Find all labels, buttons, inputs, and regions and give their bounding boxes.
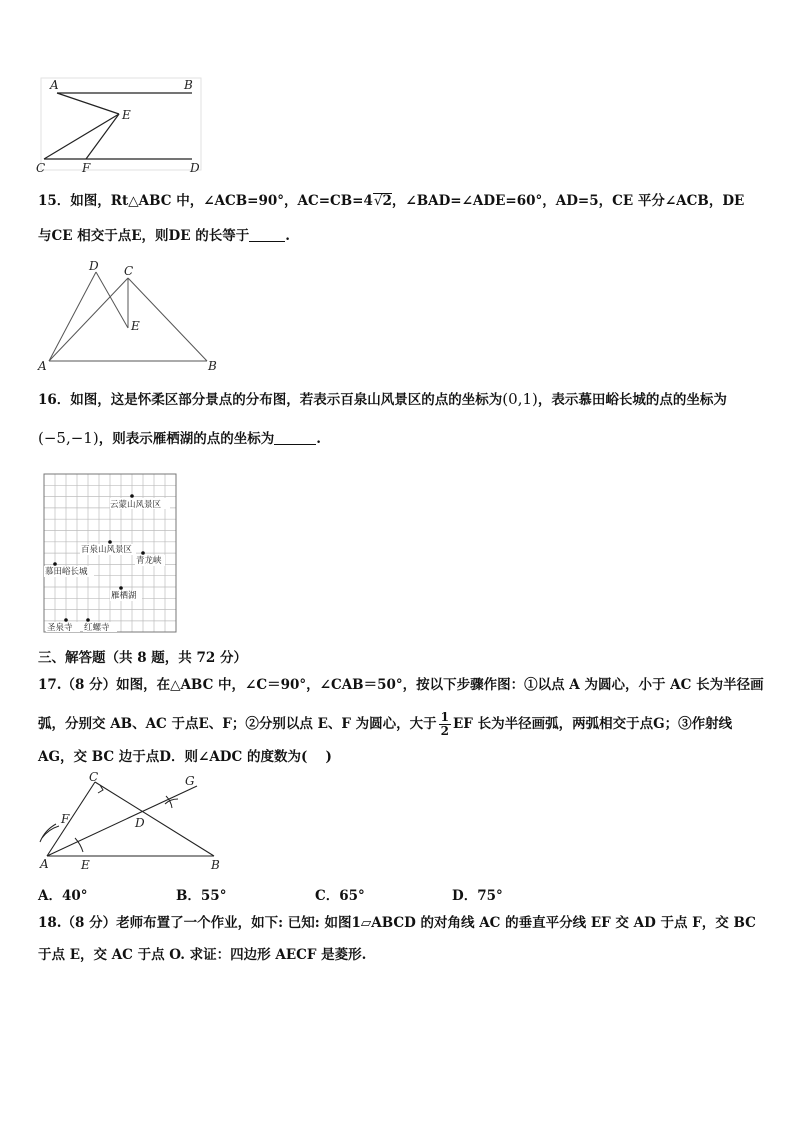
point-hongluosi [86,618,90,622]
label-yanqihu: 雁栖湖 [111,591,137,601]
label-a: A [50,78,59,92]
sqrt-value: 2 [382,193,392,209]
coord-baiquanshan: (0,1) [502,390,538,408]
point-yunmengshan [130,494,134,498]
label-b: B [208,359,217,373]
label-qinglongxia: 青龙峡 [136,556,162,566]
line-fe [86,114,119,159]
label-shengquansi: 圣泉寺 [47,623,73,633]
option-d[interactable]: D．75° [452,888,503,904]
point-qinglongxia [141,551,145,555]
label-a: A [40,857,49,871]
option-c[interactable]: C．65° [315,888,365,904]
q15-line2: 与CE 相交于点E，则DE 的长等于 . [38,228,290,244]
q17-line1: 17.（8 分）如图，在△ABC 中，∠C＝90°，∠CAB＝50°，按以下步骤作图：①以点 A 为圆心，小于 AC 长为半径画 [38,677,764,693]
label-b: B [184,78,193,92]
q17-line3: AG，交 BC 边于点D．则∠ADC 的度数为( ) [38,749,332,765]
option-b[interactable]: B．55° [176,888,227,904]
label-e: E [81,858,90,872]
option-a[interactable]: A．40° [38,888,88,904]
label-baiquanshan: 百泉山风景区 [81,545,133,555]
label-c: C [36,161,46,175]
label-f: F [82,161,91,175]
label-mutianyu: 慕田峪长城 [45,567,88,577]
answer-blank [274,430,316,445]
point-baiquanshan [108,540,112,544]
fraction-half: $\frac{1}{2}$ [440,710,450,738]
q17-line2: 弧，分别交 AB、AC 于点E、F；②分别以点 E、F 为圆心，大于 $\frac{1}{2}$ EF 长为半径画弧，两弧相交于点G；③作射线 [38,710,733,738]
figure-angle-bisector [32,768,232,878]
label-c: C [124,264,134,278]
label-d: D [190,161,200,175]
label-hongluosi: 红螺寺 [84,623,110,633]
label-b: B [211,858,220,872]
q15-line1: 15．如图，Rt△ABC 中，∠ACB=90°，AC=CB=4√2，∠BAD=∠ADE=60°，AD=5，CE 平分∠ACB，DE [38,193,745,209]
q16-line2: (−5,−1)，则表示雁栖湖的点的坐标为 . [38,429,321,447]
point-shengquansi [64,618,68,622]
point-mutianyu [53,562,57,566]
scenic-map-grid [40,470,180,636]
label-a: A [38,359,47,373]
label-e: E [131,319,140,333]
figure-parallel-lines [32,74,212,178]
figure-triangle-q15 [32,258,232,376]
label-f: F [61,812,70,826]
label-c: C [89,770,99,784]
q16-line1: 16．如图，这是怀柔区部分景点的分布图，若表示百泉山风景区的点的坐标为(0,1)，表示慕田峪长城的点的坐标为 [38,390,727,408]
coord-mutianyu: (−5,−1) [38,429,99,447]
q18-line2: 于点 E，交 AC 于点 O. 求证：四边形 AECF 是菱形. [38,947,367,963]
q18-line1: 18.（8 分）老师布置了一个作业，如下: 已知: 如图1▱ABCD 的对角线 AC 的垂直平分线 EF 交 AD 于点 F，交 BC [38,915,756,931]
label-d: D [89,259,99,273]
label-yunmengshan: 云蒙山风景区 [110,500,162,510]
section-heading: 三、解答题（共 8 题，共 72 分） [38,650,247,666]
label-g: G [185,774,195,788]
label-d: D [135,816,145,830]
point-yanqihu [119,586,123,590]
line-ce [44,114,119,159]
label-e: E [122,108,131,122]
answer-blank [249,227,285,242]
line-ae [57,93,119,114]
